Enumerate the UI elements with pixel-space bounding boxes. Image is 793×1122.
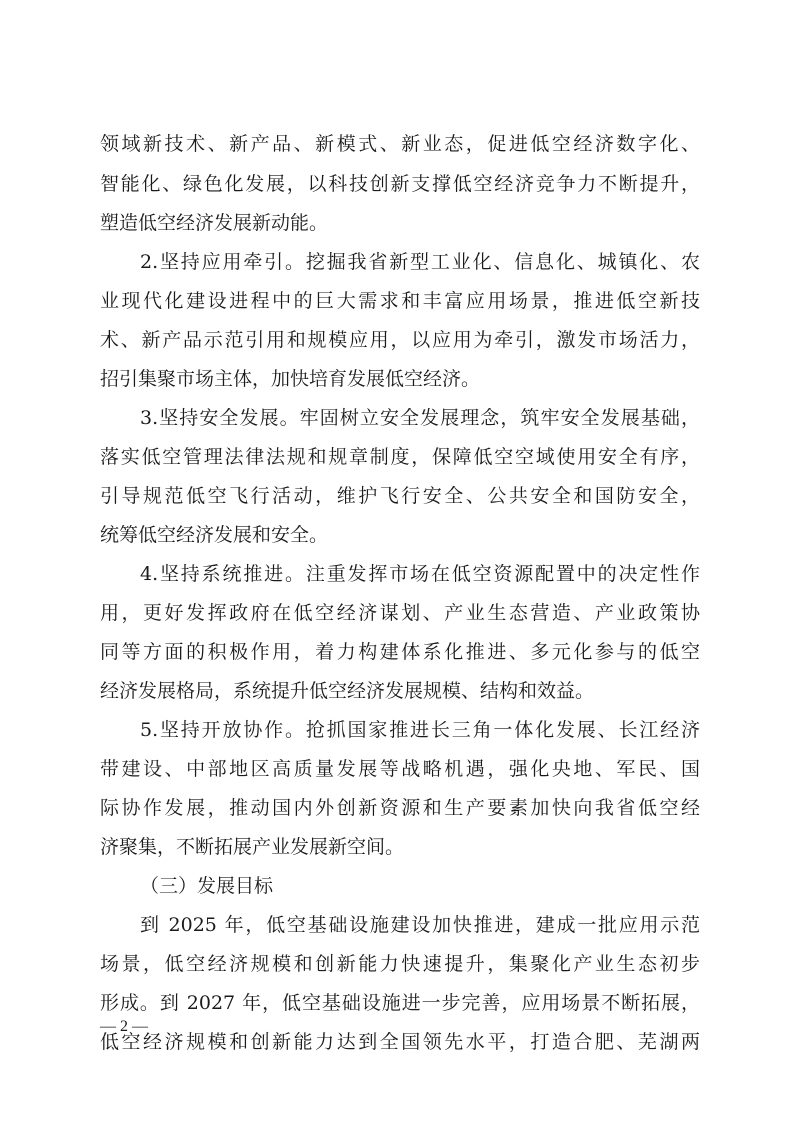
text-line: 到 2025 年，低空基础设施建设加快推进，建成一批应用示范 [140,914,700,936]
text-line: 引导规范低空飞行活动，维护飞行安全、公共安全和国防安全， [100,485,700,507]
text-line: 统筹低空经济发展和安全。 [100,524,329,546]
text-line: 术、新产品示范引用和规模应用，以应用为牵引，激发市场活力， [100,329,700,351]
text-line: 业现代化建设进程中的巨大需求和丰富应用场景，推进低空新技 [100,290,700,312]
text-line: 领域新技术、新产品、新模式、新业态，促进低空经济数字化、 [100,133,700,155]
section-heading: （三）发展目标 [140,875,274,897]
text-line: 落实低空管理法律法规和规章制度，保障低空空域使用安全有序， [100,446,700,468]
text-line: 2.坚持应用牵引。挖掘我省新型工业化、信息化、城镇化、农 [140,251,700,273]
text-line: 用，更好发挥政府在低空经济谋划、产业生态营造、产业政策协 [100,602,700,624]
text-line: 5.坚持开放协作。抢抓国家推进长三角一体化发展、长江经济 [140,719,700,741]
text-line: 智能化、绿色化发展，以科技创新支撑低空经济竞争力不断提升， [100,173,700,195]
text-line: 3.坚持安全发展。牢固树立安全发展理念，筑牢安全发展基础， [140,407,700,429]
page-number: — 2 — [100,1018,148,1035]
text-line: 4.坚持系统推进。注重发挥市场在低空资源配置中的决定性作 [140,563,700,585]
text-line: 经济发展格局，系统提升低空经济发展规模、结构和效益。 [100,680,595,702]
text-line: 低空经济规模和创新能力达到全国领先水平，打造合肥、芜湖两 [100,1031,700,1053]
text-line: 际协作发展，推动国内外创新资源和生产要素加快向我省低空经 [100,797,700,819]
text-line: 塑造低空经济发展新动能。 [100,212,329,234]
text-line: 招引集聚市场主体，加快培育发展低空经济。 [100,368,481,390]
text-line: 形成。到 2027 年，低空基础设施进一步完善，应用场景不断拓展， [100,992,700,1014]
text-line: 济聚集，不断拓展产业发展新空间。 [100,836,405,858]
text-line: 同等方面的积极作用，着力构建体系化推进、多元化参与的低空 [100,641,700,663]
text-line: 带建设、中部地区高质量发展等战略机遇，强化央地、军民、国 [100,758,700,780]
text-line: 场景，低空经济规模和创新能力快速提升，集聚化产业生态初步 [100,953,700,975]
